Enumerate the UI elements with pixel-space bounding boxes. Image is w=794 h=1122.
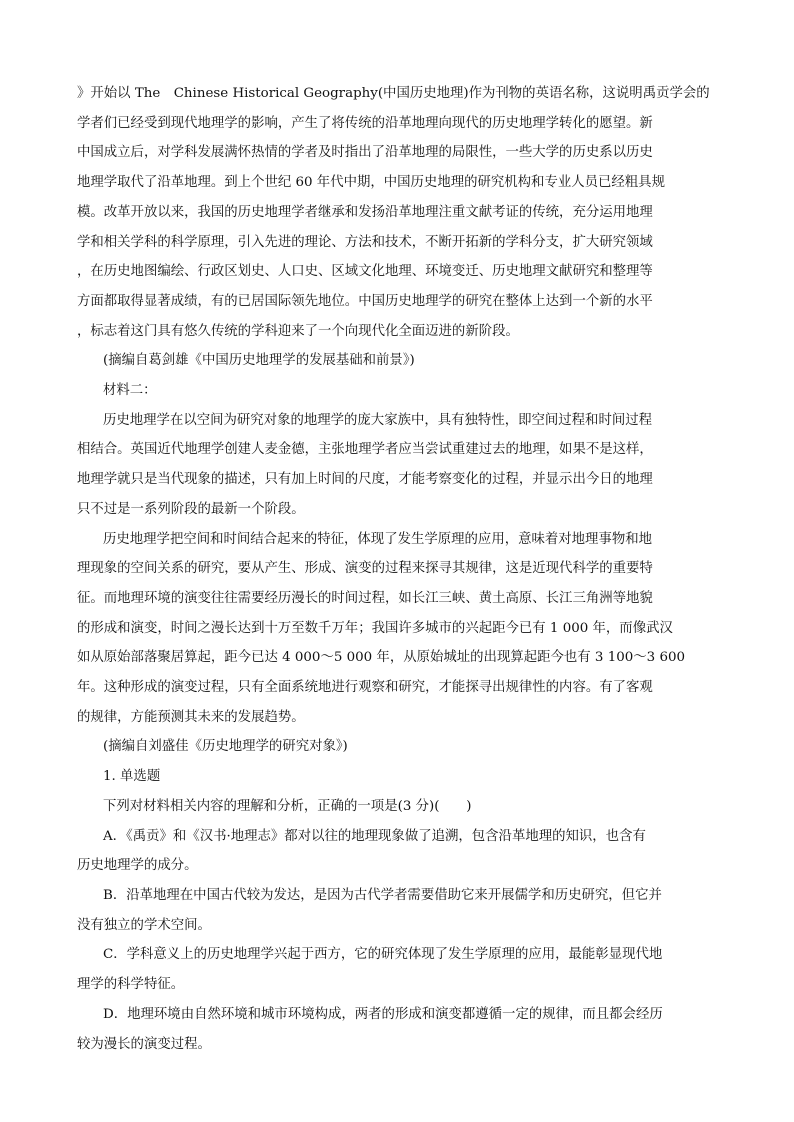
text-line: 年。这种形成的演变过程，只有全面系统地进行观察和研究，才能探寻出规律性的内容。有了客观: [77, 680, 653, 696]
text-line: 地理学取代了沿革地理。到上个世纪 60 年代中期，中国历史地理的研究机构和专业人员已经粗具规: [77, 175, 665, 191]
option-line: 没有独立的学术空间。: [77, 917, 211, 933]
text-line: 》开始以 The Chinese Historical Geography(中国历史地理)作为刊物的英语名称，这说明禹贡学会的: [77, 86, 710, 101]
material-two-paragraph-two: [77, 525, 717, 733]
text-line: 历史地理学在以空间为研究对象的地理学的庞大家族中，具有独特性，即空间过程和时间过程: [103, 412, 653, 428]
document-body: [77, 79, 717, 1059]
text-line: 方面都取得显著成绩，有的已居国际领先地位。中国历史地理学的研究在整体上达到一个新的水平: [77, 293, 653, 309]
text-line: 征。而地理环境的演变往往需要经历漫长的时间过程，如长江三峡、黄土高原、长江三角洲等地貌: [77, 590, 653, 606]
text-line: 的形成和演变，时间之漫长达到十万至数千万年；我国许多城市的兴起距今已有 1 000 年，而像武汉: [77, 620, 673, 636]
text-line: 学和相关学科的科学原理，引入先进的理论、方法和技术，不断开拓新的学科分支，扩大研究领域: [77, 234, 653, 250]
option-c: [77, 940, 717, 999]
text-line: 的规律，方能预测其未来的发展趋势。: [77, 709, 305, 725]
text-line: 中国成立后，对学科发展满怀热情的学者及时指出了沿革地理的局限性，一些大学的历史系以历史: [77, 145, 653, 161]
text-line: ，标志着这门具有悠久传统的学科迎来了一个向现代化全面迈进的新阶段。: [77, 323, 519, 339]
question-stem: 下列对材料相关内容的理解和分析，正确的一项是(3 分)( ): [103, 798, 472, 814]
option-a: [77, 822, 717, 881]
text-line: 理现象的空间关系的研究，要从产生、形成、演变的过程来探寻其规律，这是近现代科学的重要特: [77, 561, 653, 577]
text-line: ，在历史地图编绘、行政区划史、人口史、区域文化地理、环境变迁、历史地理文献研究和整理等: [77, 264, 653, 280]
text-line: 只不过是一系列阶段的最新一个阶段。: [77, 501, 305, 517]
text-line: 地理学就只是当代现象的描述，只有加上时间的尺度，才能考察变化的过程，并显示出今日的地理: [77, 472, 653, 488]
option-line: A．《禹贡》和《汉书·地理志》都对以往的地理现象做了追溯，包含沿革地理的知识，也含有: [103, 828, 646, 844]
text-line: 如从原始部落聚居算起，距今已达 4 000～5 000 年，从原始城址的出现算起距今也有 3 100～3 600: [77, 650, 685, 666]
material-one-paragraph: [77, 79, 717, 346]
text-line: 模。改革开放以来，我国的历史地理学者继承和发扬沿革地理注重文献考证的传统，充分运用地理: [77, 204, 653, 220]
option-line: C．学科意义上的历史地理学兴起于西方，它的研究体现了发生学原理的应用，最能彰显现代地: [103, 947, 663, 963]
text-line: 历史地理学把空间和时间结合起来的特征，体现了发生学原理的应用，意味着对地理事物和地: [103, 531, 653, 547]
question-number: 1. 单选题: [103, 769, 161, 785]
material-two-paragraph-one: [77, 406, 717, 525]
option-line: 历史地理学的成分。: [77, 858, 198, 874]
option-line: 理学的科学特征。: [77, 977, 185, 993]
source-citation-two: (摘编自刘盛佳《历史地理学的研究对象》): [103, 739, 348, 755]
option-line: B．沿革地理在中国古代较为发达，是因为古代学者需要借助它来开展儒学和历史研究，但它并: [103, 887, 662, 903]
option-line: D．地理环境由自然环境和城市环境构成，两者的形成和演变都遵循一定的规律，而且都会经历: [103, 1006, 663, 1022]
text-line: 相结合。英国近代地理学创建人麦金德，主张地理学者应当尝试重建过去的地理，如果不是这样，: [77, 442, 653, 458]
option-d: [77, 1000, 717, 1059]
text-line: 学者们已经受到现代地理学的影响，产生了将传统的沿革地理向现代的历史地理学转化的愿望。新: [77, 115, 653, 131]
option-line: 较为漫长的演变过程。: [77, 1036, 211, 1052]
option-b: [77, 881, 717, 940]
source-citation-one: (摘编自葛剑雄《中国历史地理学的发展基础和前景》): [103, 353, 415, 369]
material-two-heading: 材料二：: [103, 383, 157, 399]
